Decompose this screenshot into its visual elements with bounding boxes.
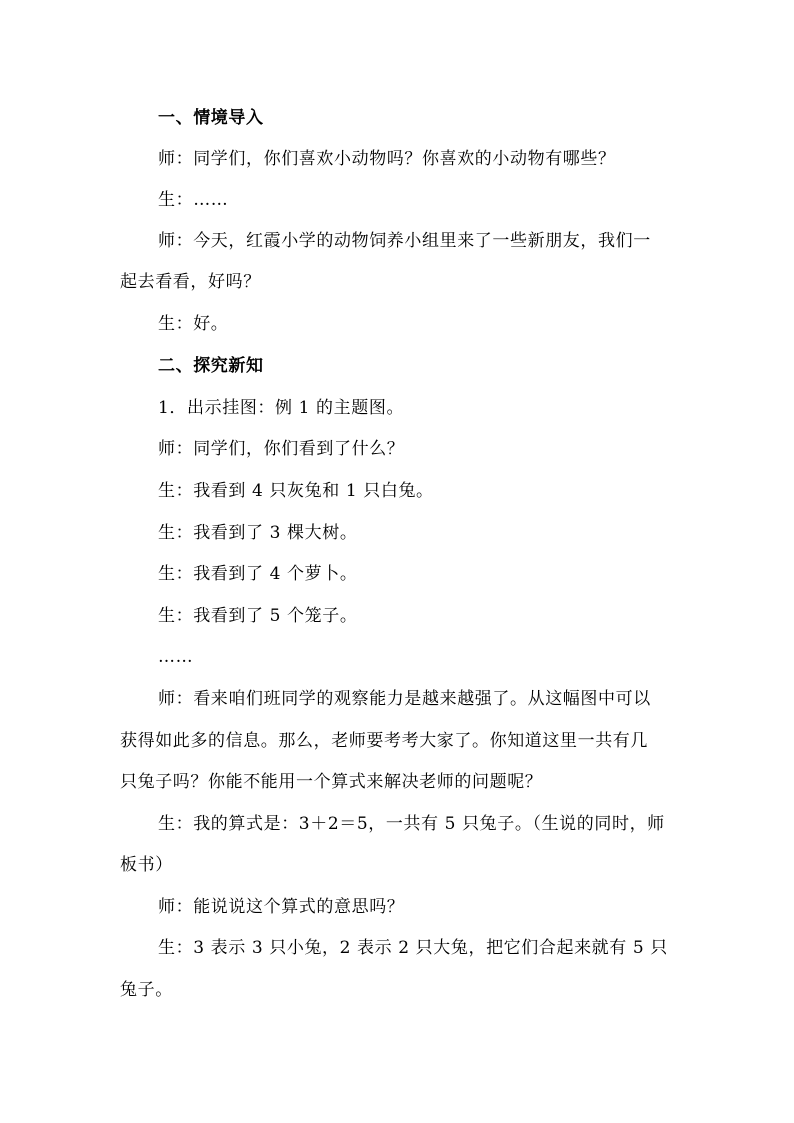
paragraph: 生：我看到了 4 个萝卜。 [158, 564, 358, 584]
paragraph-continuation: 兔子。 [120, 980, 173, 1000]
paragraph-continuation: 获得如此多的信息。那么，老师要考考大家了。你知道这里一共有几 [120, 731, 648, 751]
paragraph: 生：我看到了 5 个笼子。 [158, 606, 358, 626]
paragraph: 生：…… [158, 190, 229, 210]
paragraph: 生：3 表示 3 只小兔，2 表示 2 只大兔，把它们合起来就有 5 只 [158, 938, 668, 958]
paragraph: 师：同学们，你们喜欢小动物吗？你喜欢的小动物有哪些？ [158, 149, 616, 169]
paragraph: 师：能说说这个算式的意思吗？ [158, 897, 405, 917]
paragraph: 生：我看到了 3 棵大树。 [158, 523, 358, 543]
paragraph-continuation: 起去看看，好吗？ [120, 272, 261, 292]
paragraph: 生：我看到 4 只灰兔和 1 只白兔。 [158, 481, 434, 501]
paragraph: 生：好。 [158, 314, 229, 334]
paragraph-continuation: 只兔子吗？你能不能用一个算式来解决老师的问题呢？ [120, 772, 543, 792]
paragraph: 师：看来咱们班同学的观察能力是越来越强了。从这幅图中可以 [158, 689, 651, 709]
paragraph: …… [158, 647, 194, 667]
paragraph: 师：同学们，你们看到了什么？ [158, 439, 405, 459]
paragraph-continuation: 板书） [120, 855, 173, 875]
paragraph: 生：我的算式是：3＋2＝5，一共有 5 只兔子。（生说的同时，师 [158, 814, 665, 834]
paragraph: 1．出示挂图：例 1 的主题图。 [158, 398, 405, 418]
paragraph: 师：今天，红霞小学的动物饲养小组里来了一些新朋友，我们一 [158, 231, 651, 251]
section-heading-explore: 二、探究新知 [158, 356, 264, 376]
section-heading-intro: 一、情境导入 [158, 108, 264, 128]
